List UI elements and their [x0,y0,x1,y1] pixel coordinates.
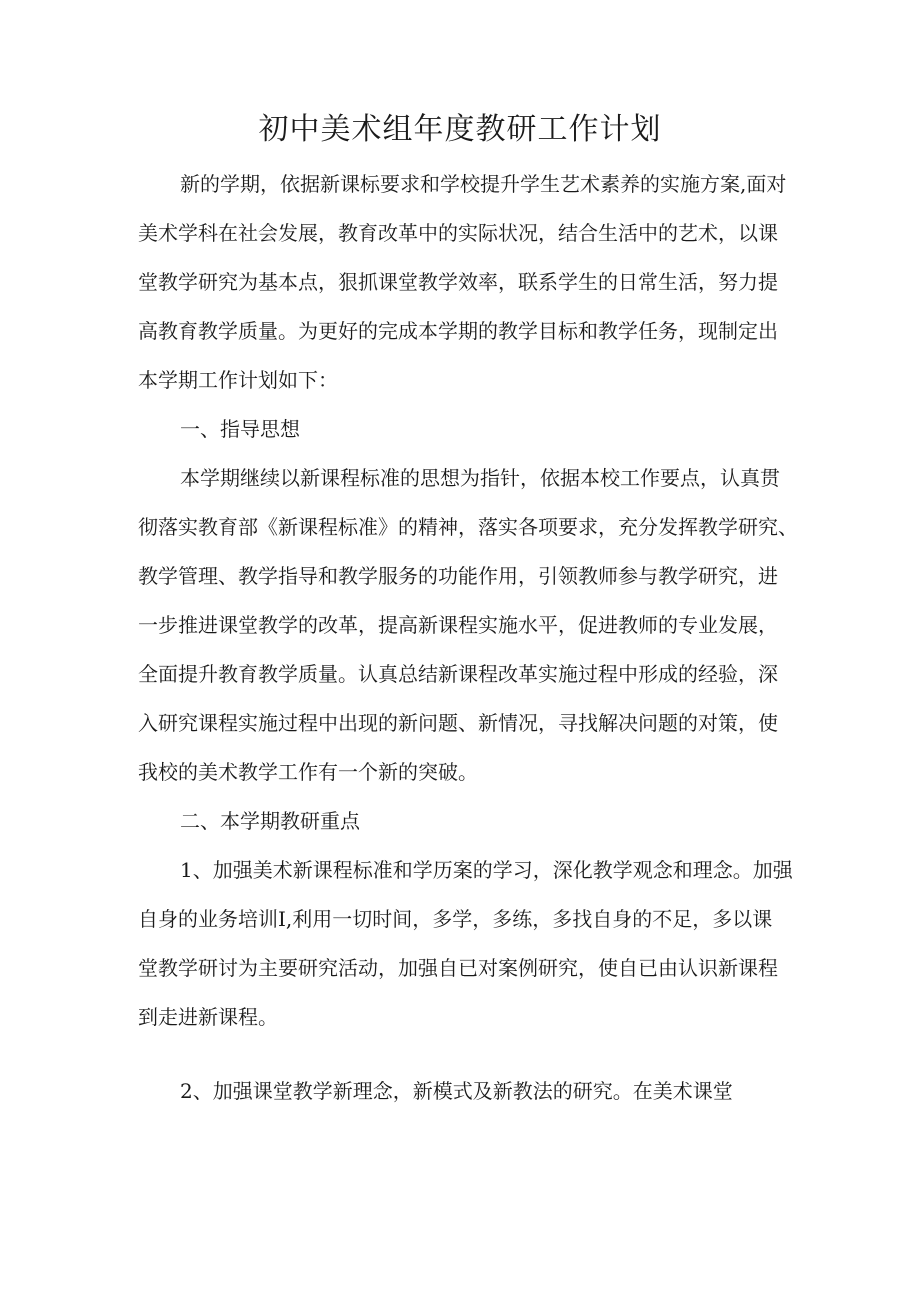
paragraph-intro-line-2: 美术学科在社会发展，教育改革中的实际状况，结合生活中的艺术，以课 [138,221,778,245]
paragraph-spacer [138,1042,794,1067]
section-heading-guiding-thought: 一、指导思想 [180,417,300,441]
paragraph-guiding-line-2: 彻落实教育部《新课程标准》的精神，落实各项要求，充分发挥教学研究、 [138,515,798,539]
paragraph-intro-line-5: 本学期工作计划如下： [138,368,338,392]
paragraph-guiding-line-6: 入研究课程实施过程中出现的新问题、新情况，寻找解决问题的对策，使 [138,711,778,735]
document-title: 初中美术组年度教研工作计划 [258,112,662,147]
paragraph-guiding-line-5: 全面提升教育教学质量。认真总结新课程改革实施过程中形成的经验，深 [138,662,778,686]
paragraph-focus1-line-3: 堂教学研讨为主要研究活动，加强自已对案例研究，使自已由认识新课程 [138,956,778,980]
paragraph-intro-line-3: 堂教学研究为基本点，狠抓课堂教学效率，联系学生的日常生活，努力提 [138,270,778,294]
paragraph-guiding-line-3: 教学管理、教学指导和教学服务的功能作用，引领教师参与教学研究，进 [138,564,778,588]
paragraph-guiding-line-7: 我校的美术教学工作有一个新的突破。 [138,760,478,784]
paragraph-guiding-line-4: 一步推进课堂教学的改革，提高新课程实施水平，促进教师的专业发展， [138,613,778,637]
paragraph-focus2-line-1: 2、加强课堂教学新理念，新模式及新教法的研究。在美术课堂 [180,1079,733,1103]
section-heading-research-focus: 二、本学期教研重点 [180,809,360,833]
paragraph-focus1-line-2: 自身的业务培训I,利用一切时间，多学，多练，多找自身的不足，多以课 [138,907,773,931]
paragraph-intro-line-1: 新的学期，依据新课标要求和学校提升学生艺术素养的实施方案,面对 [180,172,787,196]
paragraph-focus1-line-1: 1、加强美术新课程标准和学历案的学习，深化教学观念和理念。加强 [180,858,793,882]
paragraph-intro-line-4: 高教育教学质量。为更好的完成本学期的教学目标和教学任务，现制定出 [138,319,778,343]
paragraph-focus1-line-4: 到走进新课程。 [138,1005,278,1029]
paragraph-guiding-line-1: 本学期继续以新课程标准的思想为指针，依据本校工作要点，认真贯 [180,466,780,490]
document-body [138,160,798,1116]
